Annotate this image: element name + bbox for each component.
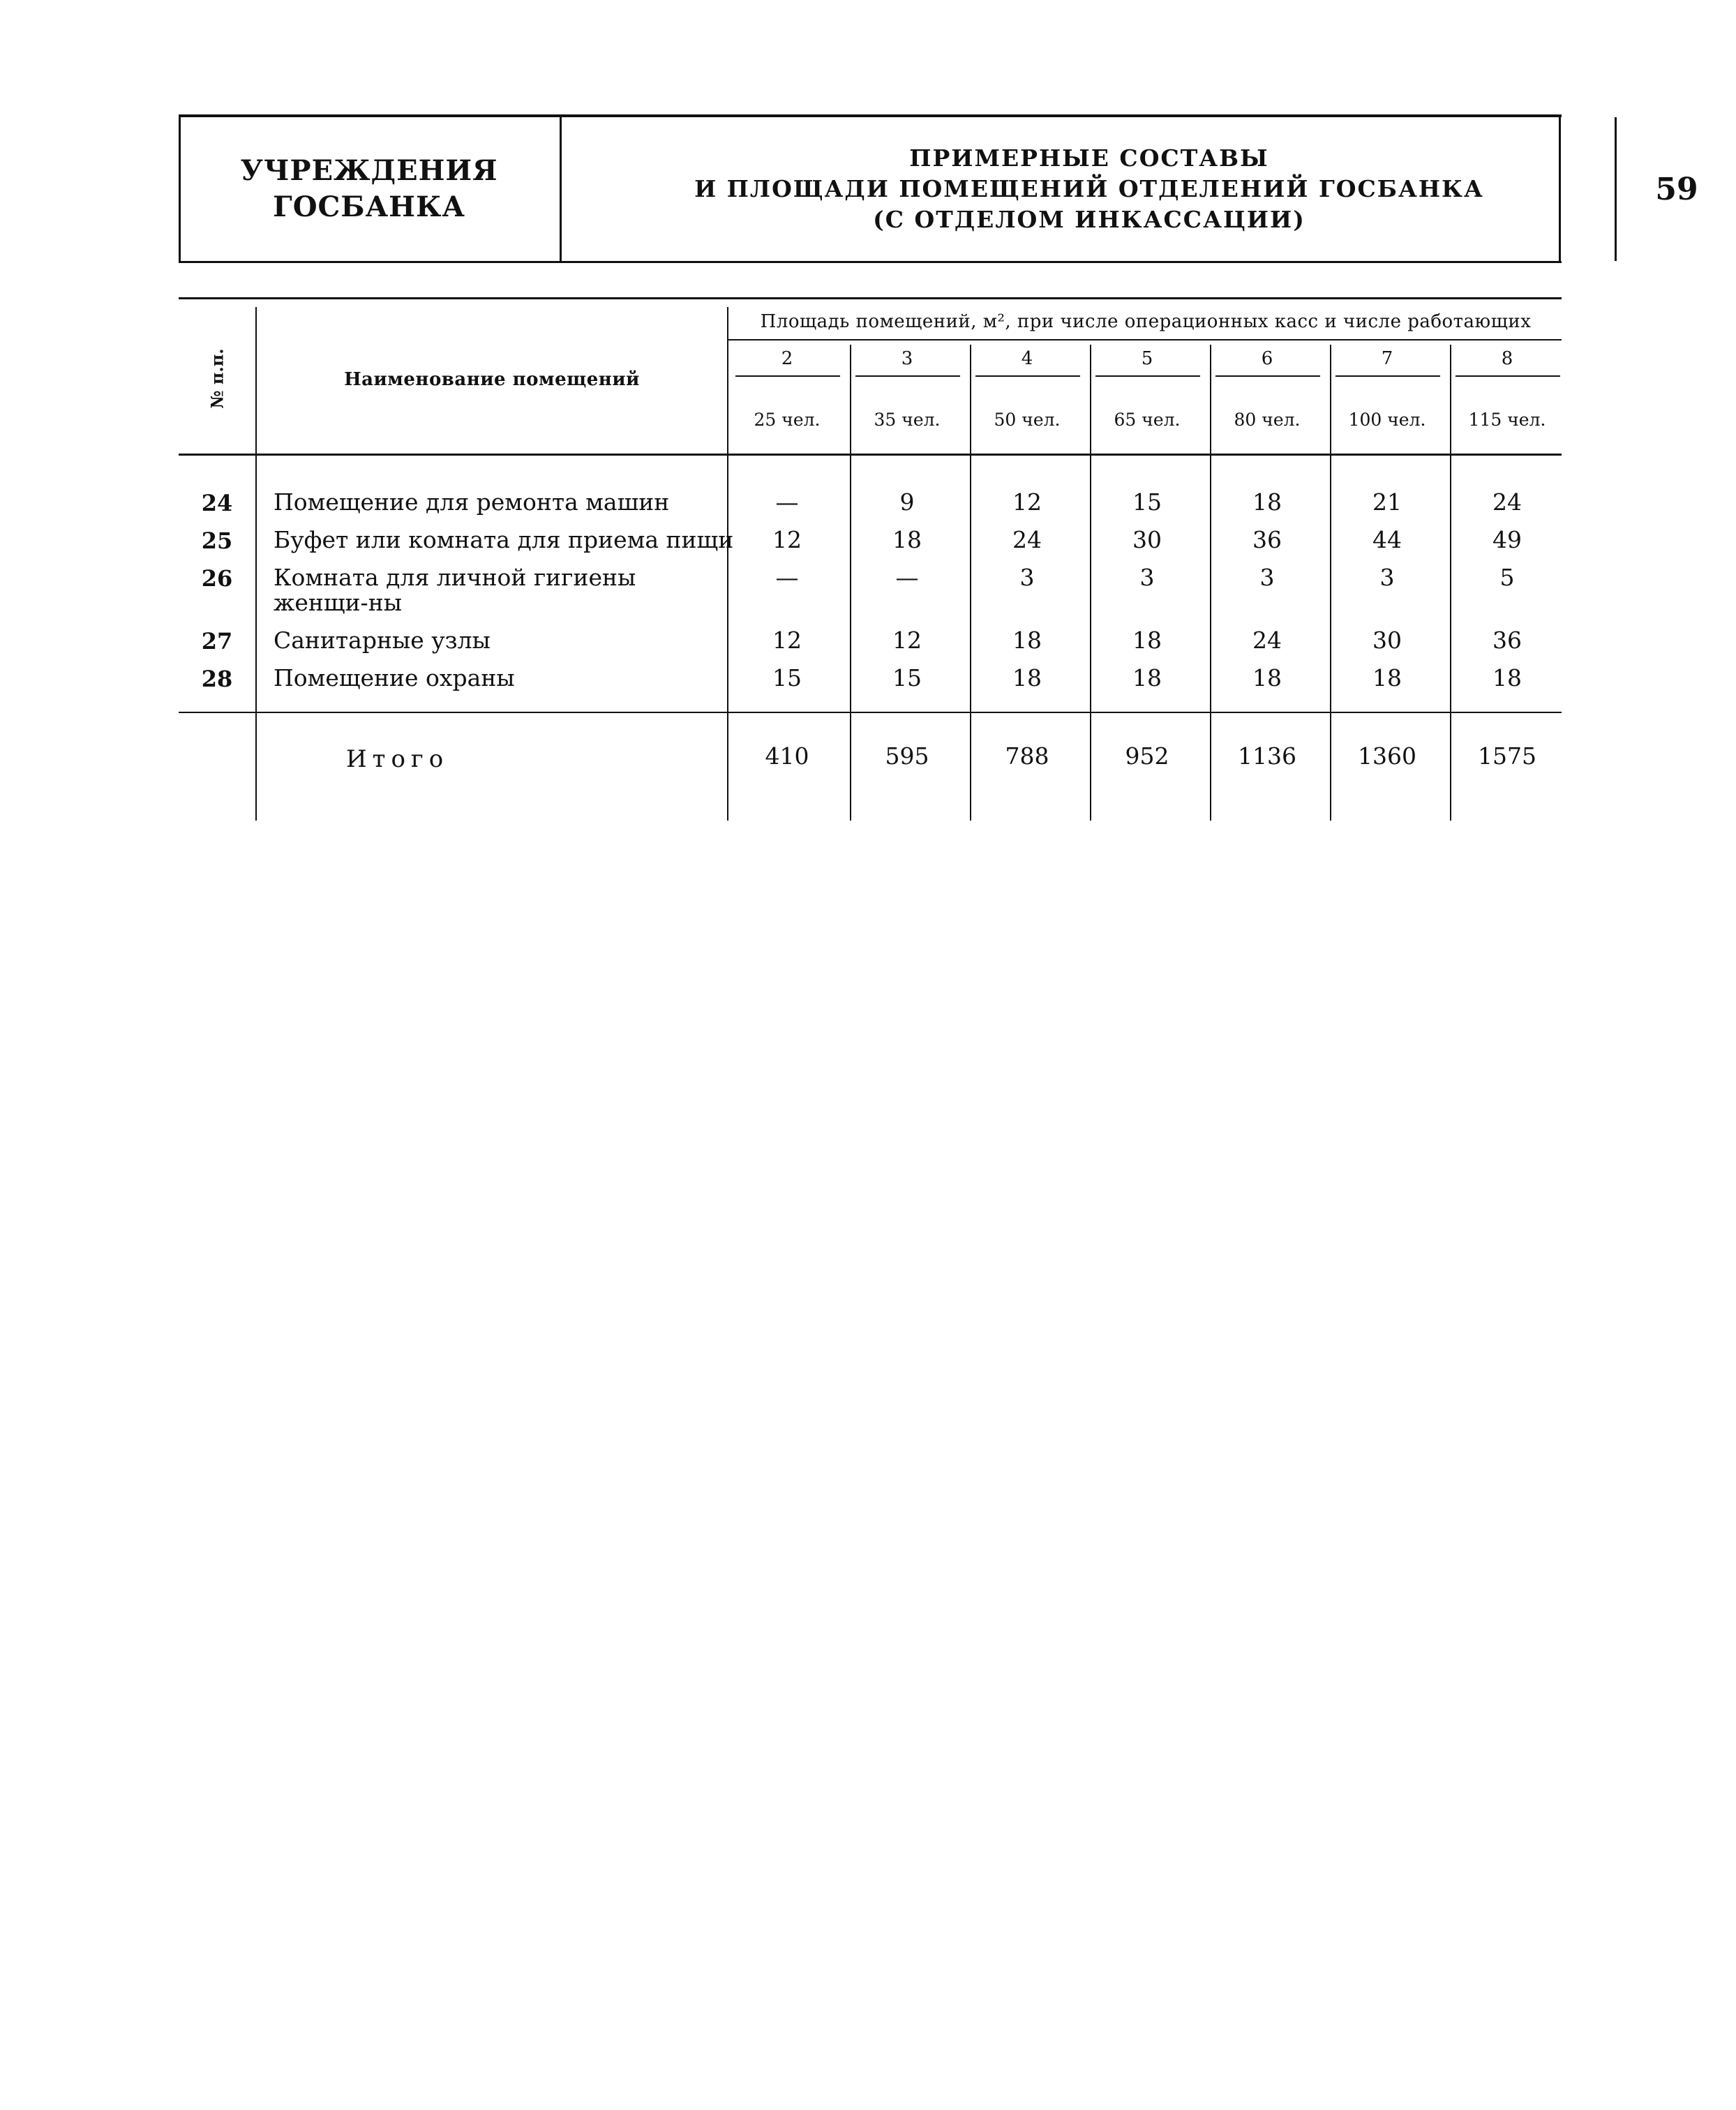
area-span-header: Площадь помещений, м², при числе операционных касс и числе работающих bbox=[760, 311, 1532, 332]
col-no-header-text: № п.п. bbox=[207, 347, 227, 409]
row-value: 30 bbox=[1132, 526, 1162, 553]
col-kassy-count: 3 bbox=[901, 348, 913, 369]
col-people-count: 50 чел. bbox=[994, 409, 1061, 430]
rule-kassy-under bbox=[1215, 375, 1320, 377]
row-value: 18 bbox=[1132, 627, 1162, 654]
row-value: 5 bbox=[1499, 564, 1515, 591]
row-value: 30 bbox=[1372, 627, 1402, 654]
total-value: 788 bbox=[1005, 742, 1049, 770]
rooms-area-table bbox=[179, 297, 1562, 821]
row-value: 18 bbox=[892, 526, 922, 553]
sheet-title-line1: ПРИМЕРНЫЕ СОСТАВЫ bbox=[909, 144, 1269, 172]
table-top-rule bbox=[179, 297, 1562, 299]
row-name: Буфет или комната для приема пищи bbox=[274, 526, 734, 553]
col-kassy-count: 5 bbox=[1141, 348, 1153, 369]
row-value: 18 bbox=[1252, 488, 1282, 516]
row-number: 28 bbox=[201, 666, 233, 692]
row-value: 18 bbox=[1252, 664, 1282, 691]
row-value: 18 bbox=[1012, 664, 1042, 691]
sheet-number: 59 bbox=[1655, 171, 1698, 207]
row-value: — bbox=[775, 564, 799, 591]
rule-body-total bbox=[179, 712, 1562, 713]
total-value: 1360 bbox=[1358, 742, 1416, 770]
row-number: 27 bbox=[201, 628, 233, 654]
row-name: Помещение для ремонта машин bbox=[274, 488, 670, 516]
row-value: 15 bbox=[1132, 488, 1162, 516]
row-value: — bbox=[895, 564, 919, 591]
row-value: 36 bbox=[1492, 627, 1522, 654]
rule-kassy-under bbox=[855, 375, 960, 377]
row-value: 15 bbox=[772, 664, 802, 691]
col-kassy-count: 4 bbox=[1021, 348, 1033, 369]
col-people-count: 35 чел. bbox=[874, 409, 941, 430]
row-value: 21 bbox=[1372, 488, 1402, 516]
row-name: Санитарные узлы bbox=[274, 627, 491, 654]
row-value: 12 bbox=[1012, 488, 1042, 516]
row-value: 12 bbox=[772, 627, 802, 654]
row-value: 18 bbox=[1012, 627, 1042, 654]
total-value: 952 bbox=[1125, 742, 1169, 770]
row-number: 24 bbox=[201, 490, 233, 516]
col-kassy-count: 2 bbox=[781, 348, 793, 369]
row-name: Комната для личной гигиены женщи-ны bbox=[274, 564, 636, 616]
header-divider-2 bbox=[1615, 117, 1617, 261]
row-value: 18 bbox=[1492, 664, 1522, 691]
sheet-title-line3: (С ОТДЕЛОМ ИНКАССАЦИИ) bbox=[873, 206, 1305, 233]
institution-title bbox=[179, 117, 560, 261]
row-value: 3 bbox=[1259, 564, 1275, 591]
row-value: 24 bbox=[1252, 627, 1282, 654]
institution-title-line1: УЧРЕЖДЕНИЯ bbox=[240, 154, 498, 187]
row-value: 36 bbox=[1252, 526, 1282, 553]
rule-kassy-under bbox=[1335, 375, 1440, 377]
institution-title-line2: ГОСБАНКА bbox=[273, 190, 465, 223]
col-kassy-count: 8 bbox=[1501, 348, 1513, 369]
rule-kassy-under bbox=[975, 375, 1080, 377]
col-kassy-count: 7 bbox=[1381, 348, 1393, 369]
col-people-count: 65 чел. bbox=[1114, 409, 1181, 430]
total-value: 1136 bbox=[1238, 742, 1296, 770]
row-value: 3 bbox=[1379, 564, 1395, 591]
col-kassy-count: 6 bbox=[1261, 348, 1273, 369]
col-name-header: Наименование помещений bbox=[344, 369, 640, 390]
col-people-count: 80 чел. bbox=[1234, 409, 1301, 430]
rule-kassy-under bbox=[1095, 375, 1200, 377]
row-name: Помещение охраны bbox=[274, 664, 515, 691]
sheet-title bbox=[564, 117, 1615, 261]
row-value: 24 bbox=[1492, 488, 1522, 516]
row-value: 3 bbox=[1019, 564, 1035, 591]
col-no-header bbox=[179, 306, 255, 451]
row-number: 25 bbox=[201, 528, 233, 554]
row-value: — bbox=[775, 488, 799, 516]
total-value: 410 bbox=[765, 742, 809, 770]
row-number: 26 bbox=[201, 565, 233, 592]
total-value: 1575 bbox=[1478, 742, 1536, 770]
rule-kassy-under bbox=[735, 375, 840, 377]
row-value: 12 bbox=[772, 526, 802, 553]
total-label: Итого bbox=[346, 745, 449, 773]
row-value: 24 bbox=[1012, 526, 1042, 553]
rule-span-under bbox=[728, 339, 1562, 341]
table-header-bottom-rule bbox=[179, 454, 1562, 456]
sheet-title-line2: И ПЛОЩАДИ ПОМЕЩЕНИЙ ОТДЕЛЕНИЙ ГОСБАНКА bbox=[694, 175, 1484, 202]
row-value: 9 bbox=[899, 488, 915, 516]
header-divider-1 bbox=[560, 117, 562, 261]
row-value: 18 bbox=[1372, 664, 1402, 691]
row-value: 15 bbox=[892, 664, 922, 691]
rule-kassy-under bbox=[1456, 375, 1560, 377]
row-value: 44 bbox=[1372, 526, 1402, 553]
row-value: 18 bbox=[1132, 664, 1162, 691]
col-people-count: 115 чел. bbox=[1468, 409, 1546, 430]
row-value: 3 bbox=[1139, 564, 1155, 591]
sheet-header bbox=[179, 114, 1698, 263]
row-value: 49 bbox=[1492, 526, 1522, 553]
total-value: 595 bbox=[885, 742, 929, 770]
col-people-count: 25 чел. bbox=[754, 409, 821, 430]
col-people-count: 100 чел. bbox=[1348, 409, 1426, 430]
row-value: 12 bbox=[892, 627, 922, 654]
